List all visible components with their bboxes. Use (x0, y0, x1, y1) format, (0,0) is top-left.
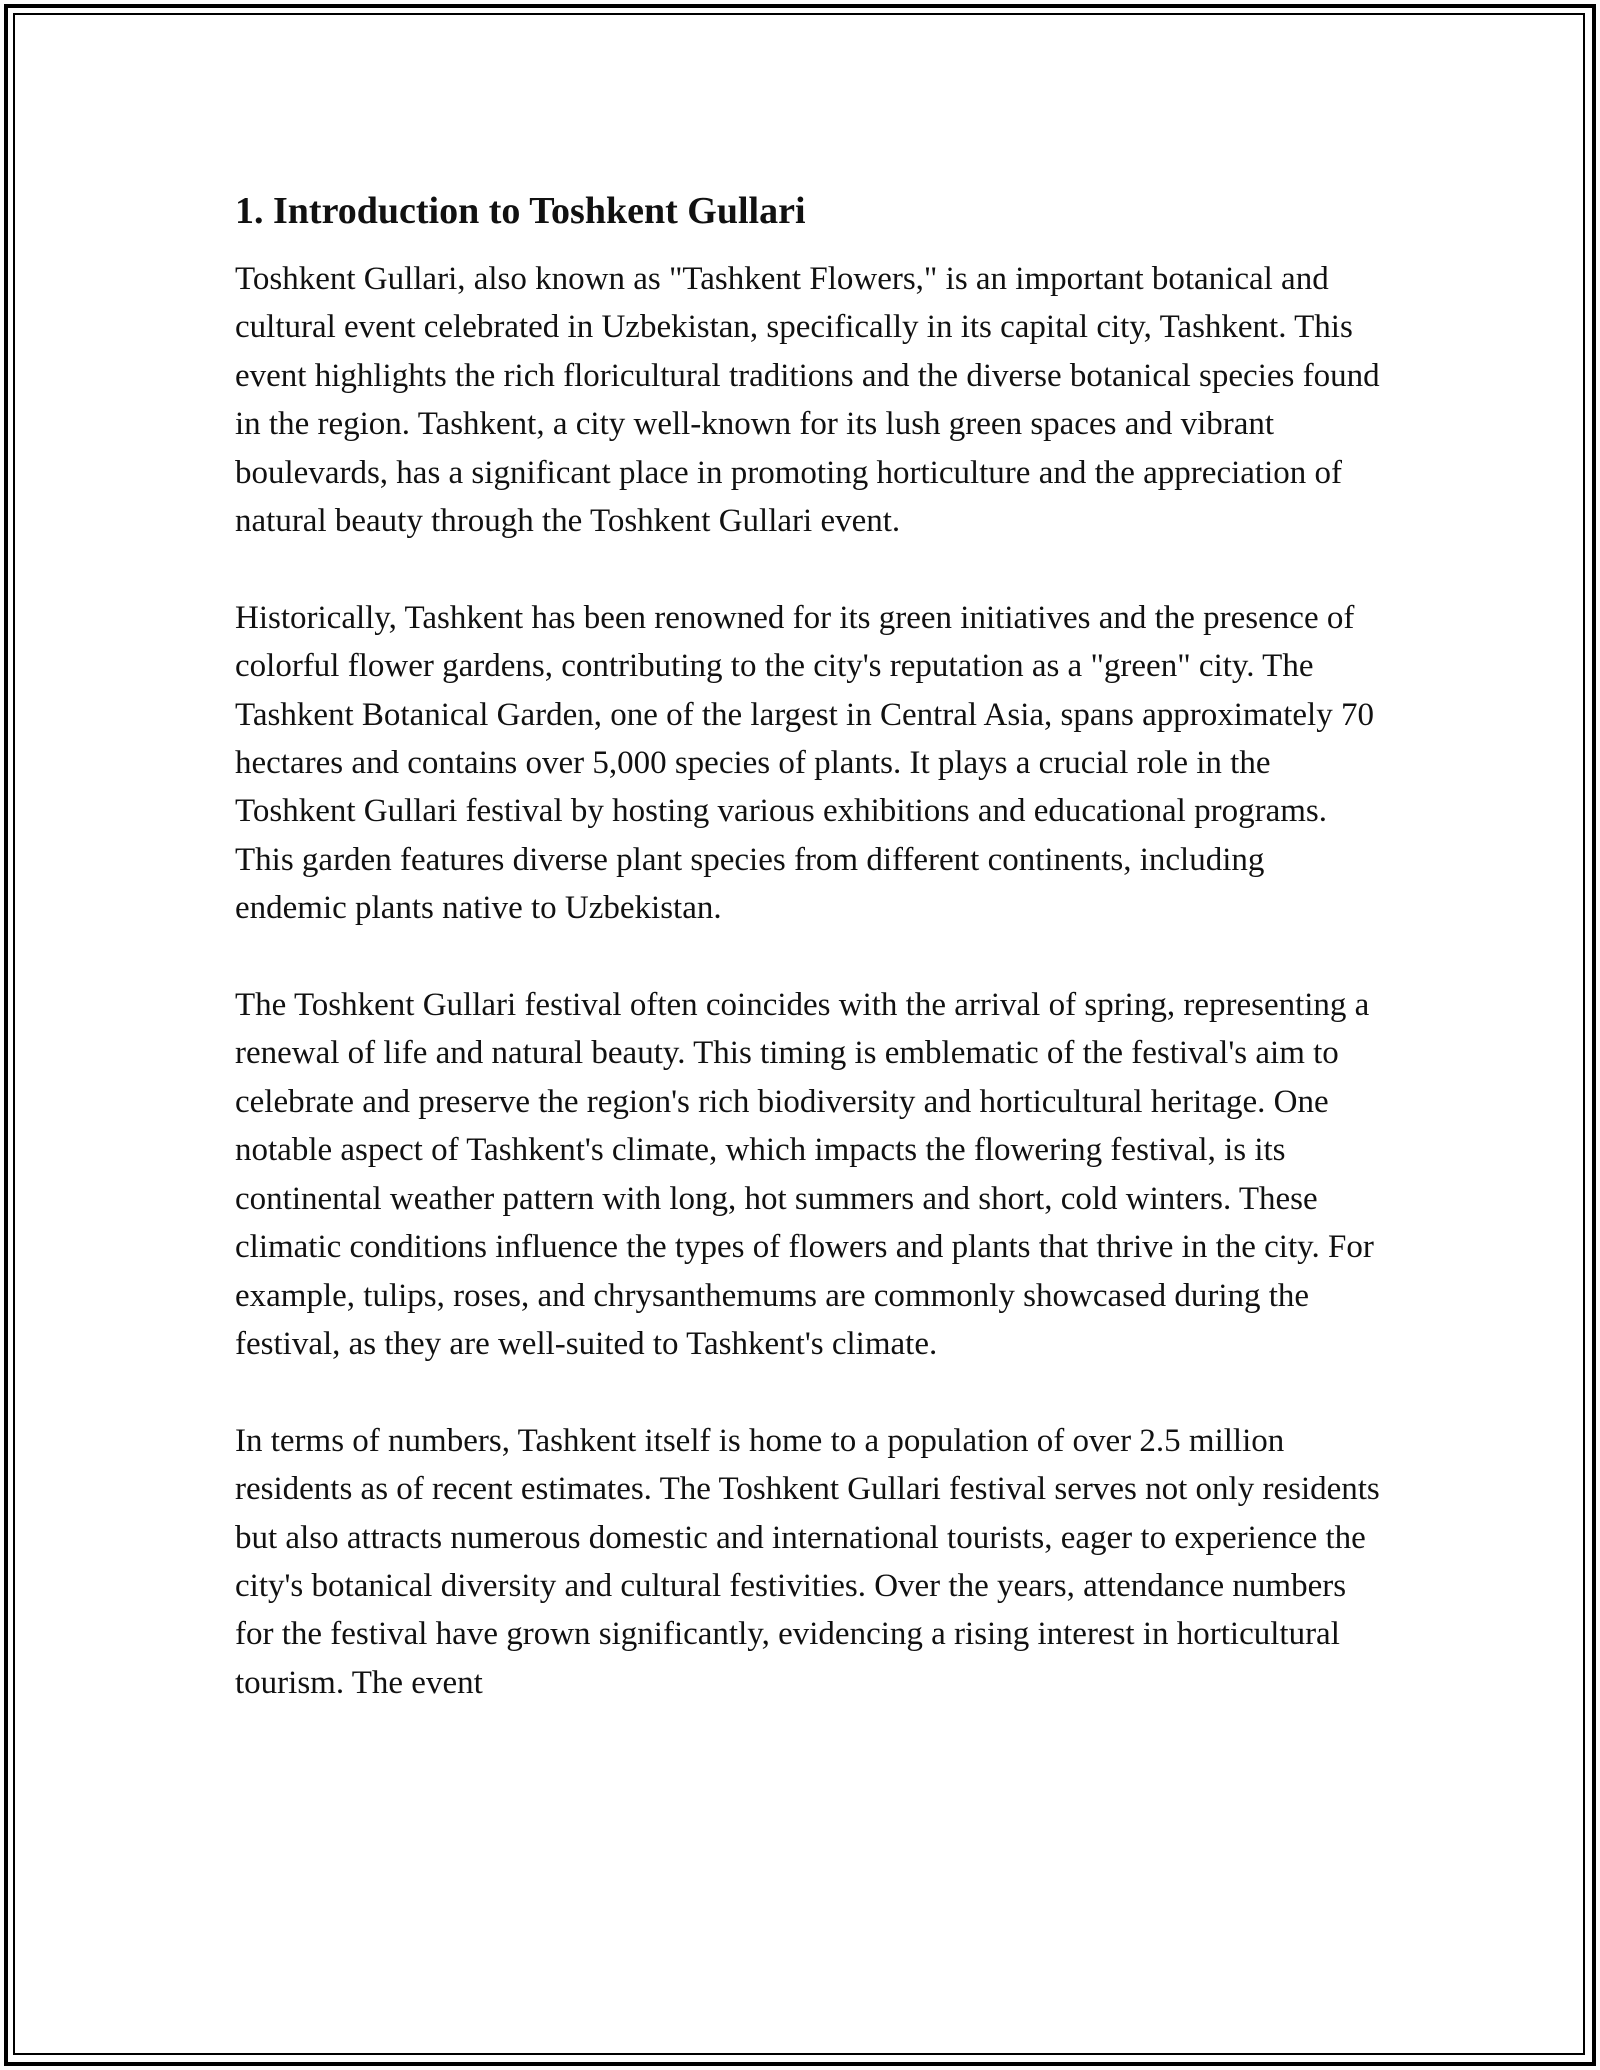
paragraph-spring-climate: The Toshkent Gullari festival often coincides with the arrival of spring, representing a renewal of life and natural beauty. This timing is emblematic of the festival's aim to celebrate and preserve the region's rich biodiversity and horticultural heritage. One notable aspect of Tashkent's climate, which impacts the flowering festival, is its continental weather pattern with long, hot summers and short, cold winters. These climatic conditions influence the types of flowers and plants that thrive in the city. For example, tulips, roses, and chrysanthemums are commonly showcased during the festival, as they are well-suited to Tashkent's climate. (235, 987, 1374, 1362)
paragraph-history: Historically, Tashkent has been renowned for its green initiatives and the presence of colorful flower gardens, contributing to the city's reputation as a "green" city. The Tashkent Botanical Garden, one of the largest in Central Asia, spans approximately 70 hectares and contains over 5,000 species of plants. It plays a crucial role in the Toshkent Gullari festival by hosting various exhibitions and educational programs. This garden features diverse plant species from different continents, including endemic plants native to Uzbekistan. (235, 599, 1374, 927)
section-heading: 1. Introduction to Toshkent Gullari (235, 190, 806, 232)
document-body (235, 185, 1380, 1707)
paragraph-population-tourism: In terms of numbers, Tashkent itself is home to a population of over 2.5 million residents as of recent estimates. The Toshkent Gullari festival serves not only residents but also attracts numerous domestic and international tourists, eager to experience the city's botanical diversity and cultural festivities. Over the years, attendance numbers for the festival have grown significantly, evidencing a rising interest in horticultural tourism. The event (235, 1422, 1380, 1701)
paragraph-intro: Toshkent Gullari, also known as "Tashkent Flowers," is an important botanical and cultural event celebrated in Uzbekistan, specifically in its capital city, Tashkent. This event highlights the rich floricultural traditions and the diverse botanical species found in the region. Tashkent, a city well-known for its lush green spaces and vibrant boulevards, has a significant place in promoting horticulture and the appreciation of natural beauty through the Toshkent Gullari event. (235, 261, 1380, 540)
